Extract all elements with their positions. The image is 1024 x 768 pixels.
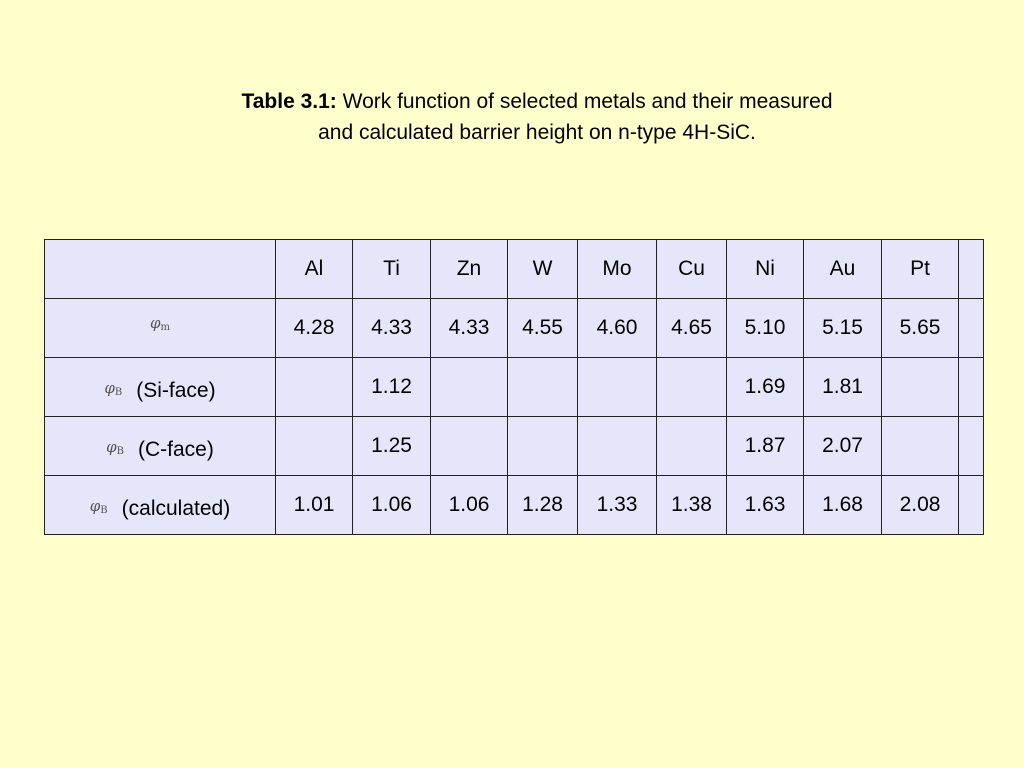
table-caption [0,86,1024,148]
phi-symbol [106,438,124,456]
row-label: (calculated) [121,497,231,520]
value-cell: 4.33 [431,299,508,358]
header-row [45,240,984,299]
phi-subscript: B [116,446,125,457]
corner-cell [45,240,276,299]
value-cell: 1.69 [727,358,804,417]
value-cell: 1.33 [578,476,657,535]
value-cell: 2.07 [804,417,882,476]
caption-label: Table 3.1: [241,90,337,113]
table-row [45,476,984,535]
metal-header-cell: Ni [727,240,804,299]
value-cell [508,358,578,417]
value-cell: 1.25 [353,417,431,476]
value-cell: 1.68 [804,476,882,535]
phi-subscript: m [160,322,170,333]
value-cell [276,358,353,417]
phi-symbol [104,379,122,397]
row-label: (C-face) [138,438,214,461]
value-cell: 4.28 [276,299,353,358]
value-cell: 1.63 [727,476,804,535]
phi-glyph: φ [104,379,115,397]
row-header [45,299,276,358]
value-cell: 5.10 [727,299,804,358]
metal-header-cell: Pt [882,240,959,299]
metal-header-cell: Cu [657,240,727,299]
phi-subscript: B [114,387,123,398]
value-cell: 1.38 [657,476,727,535]
value-cell [959,417,984,476]
metal-header-cell: W [508,240,578,299]
value-cell [578,358,657,417]
value-cell [657,358,727,417]
row-header [45,358,276,417]
table-body [45,240,984,535]
value-cell [431,358,508,417]
metal-header-cell: Mo [578,240,657,299]
value-cell: 4.65 [657,299,727,358]
value-cell [959,358,984,417]
table-row [45,299,984,358]
value-cell [882,417,959,476]
row-header [45,476,276,535]
table-row [45,358,984,417]
phi-subscript: B [100,505,108,516]
value-cell [657,417,727,476]
value-cell: 4.60 [578,299,657,358]
value-cell: 5.65 [882,299,959,358]
caption-line-2: and calculated barrier height on n-type 4H-SiC. [318,121,756,144]
value-cell: 1.06 [431,476,508,535]
value-cell [959,476,984,535]
value-cell [578,417,657,476]
value-cell [508,417,578,476]
metal-header-cell [959,240,984,299]
value-cell: 1.81 [804,358,882,417]
value-cell [959,299,984,358]
metal-header-cell: Zn [431,240,508,299]
row-header [45,417,276,476]
phi-glyph: φ [89,497,101,515]
caption-line-1: Work function of selected metals and their measured [342,90,833,113]
phi-symbol [90,497,108,515]
value-cell: 5.15 [804,299,882,358]
value-cell: 1.12 [353,358,431,417]
metal-header-cell: Au [804,240,882,299]
value-cell: 1.28 [508,476,578,535]
value-cell: 2.08 [882,476,959,535]
phi-glyph: φ [150,314,161,332]
value-cell [276,417,353,476]
value-cell [431,417,508,476]
value-cell: 4.33 [353,299,431,358]
value-cell [882,358,959,417]
metal-header-cell: Ti [353,240,431,299]
value-cell: 1.01 [276,476,353,535]
barrier-height-table [44,239,984,535]
row-label: (Si-face) [136,379,216,402]
value-cell: 1.87 [727,417,804,476]
metal-header-cell: Al [276,240,353,299]
phi-glyph: φ [106,438,117,456]
phi-symbol [150,314,170,332]
table-row [45,417,984,476]
value-cell: 1.06 [353,476,431,535]
value-cell: 4.55 [508,299,578,358]
